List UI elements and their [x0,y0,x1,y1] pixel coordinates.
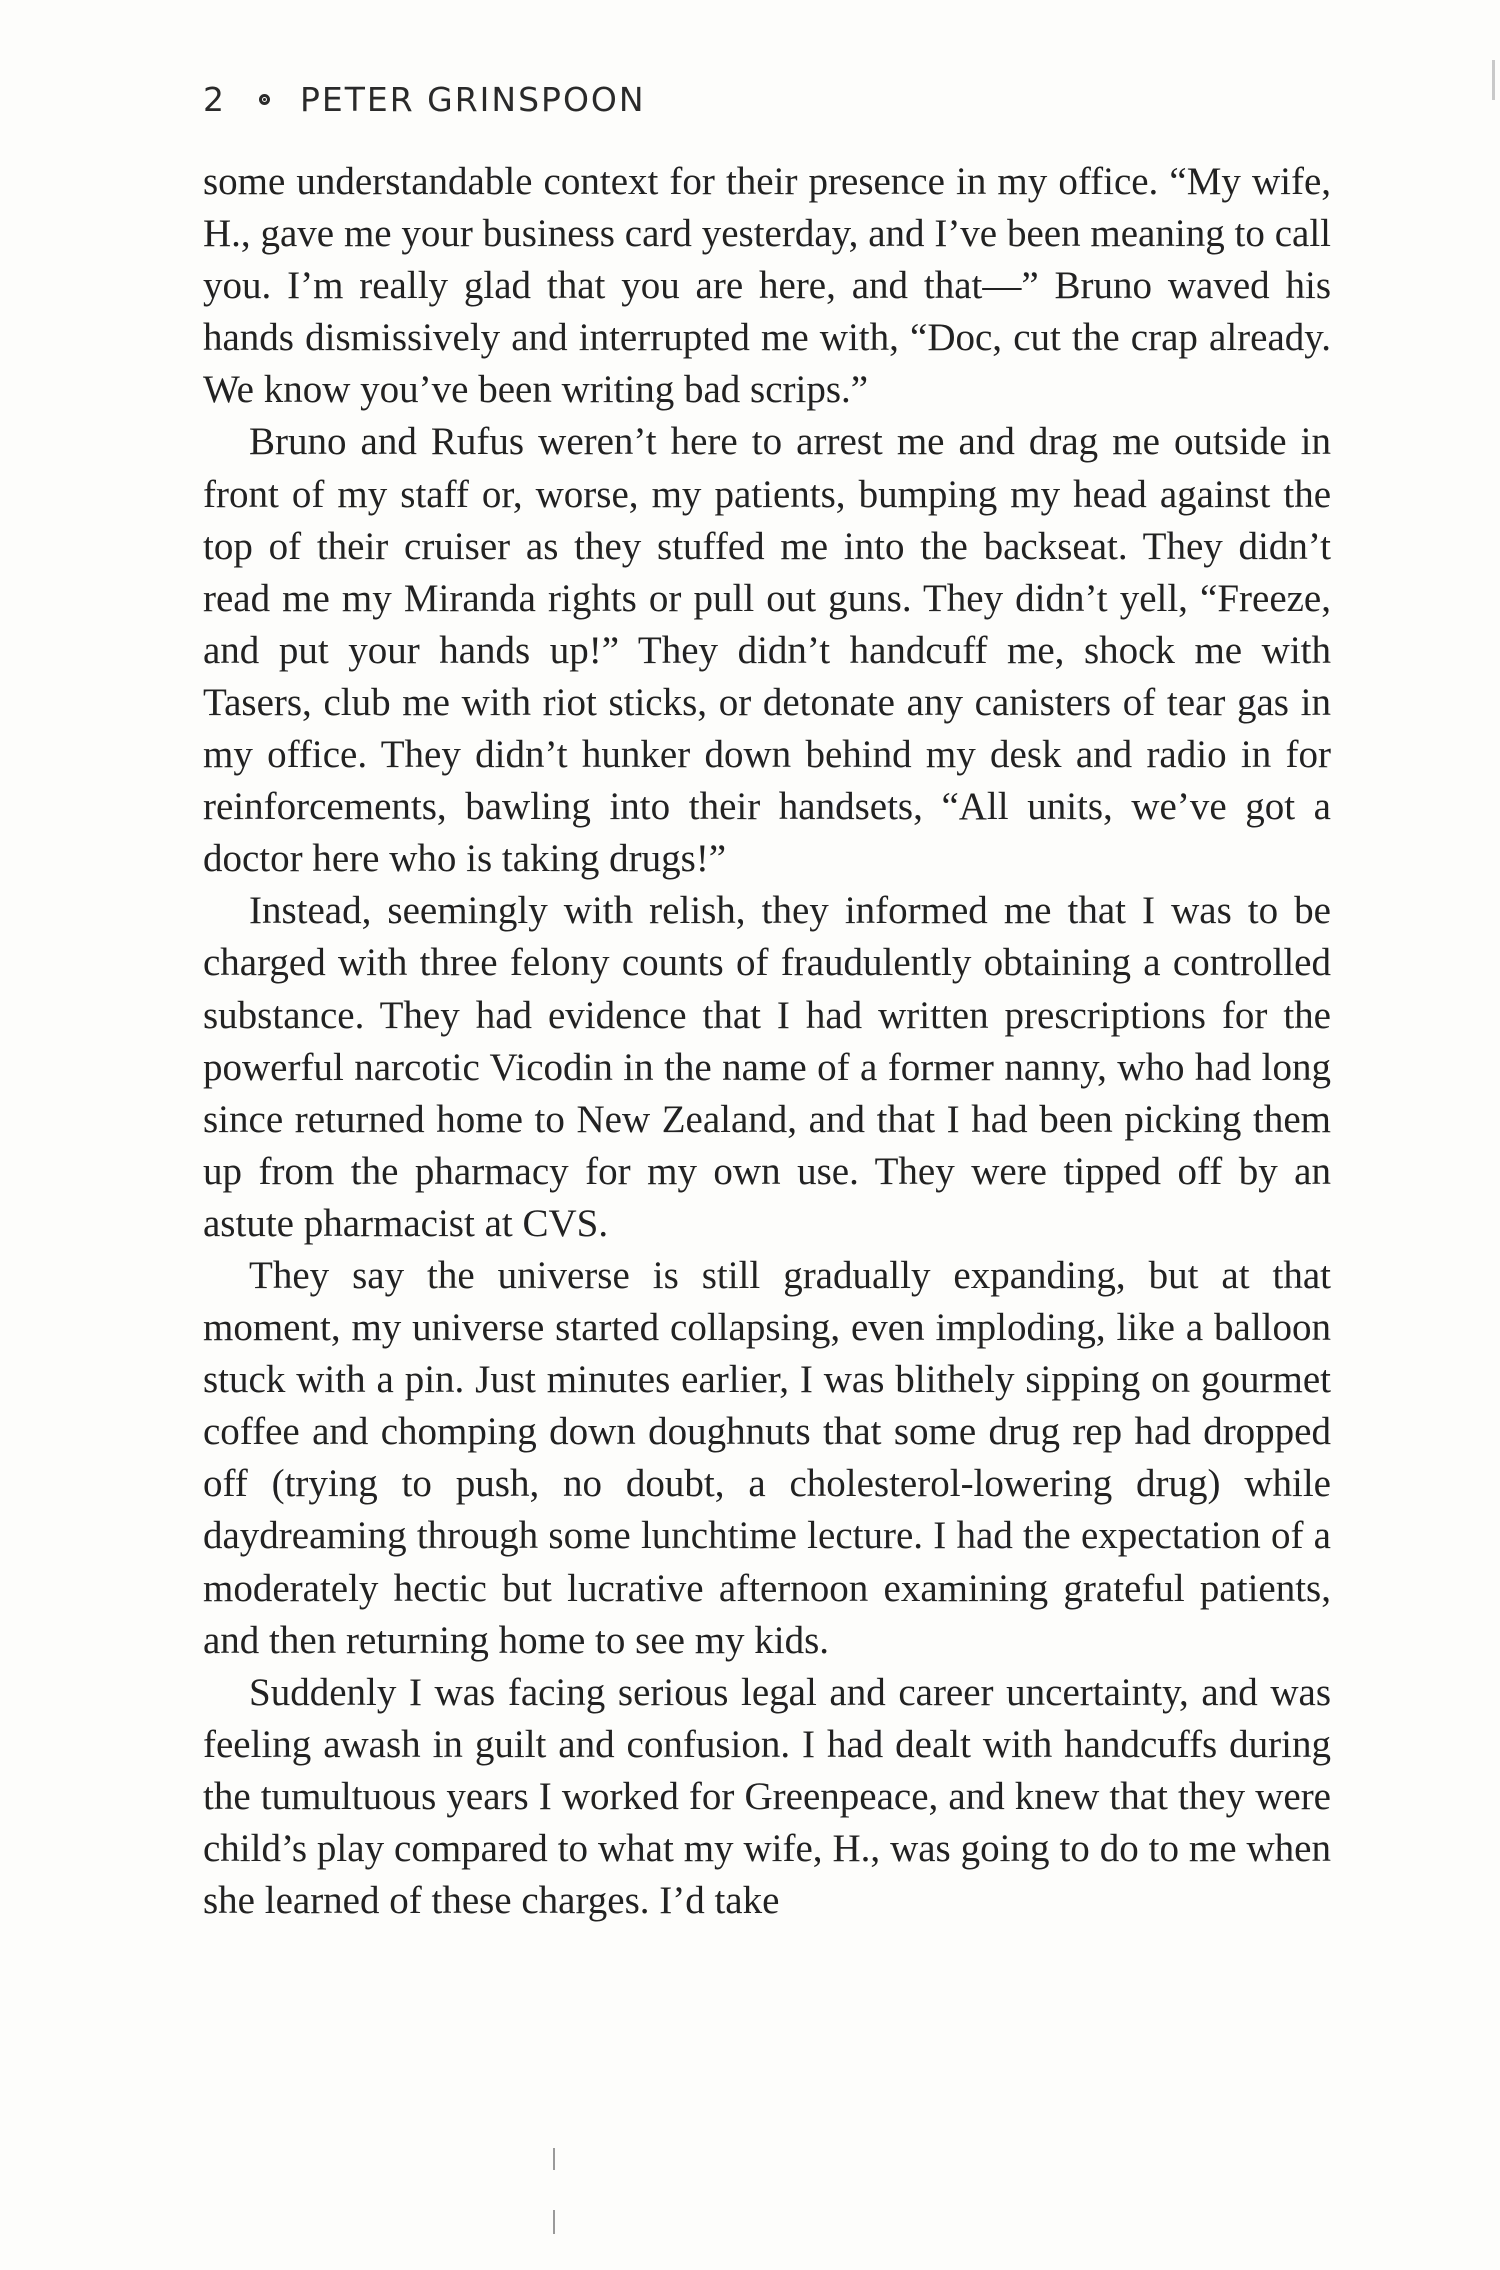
page-number: 2 [203,79,225,119]
page-header [203,74,646,124]
running-head: PETER GRINSPOON [300,79,646,119]
paragraph-4: They say the universe is still gradually expanding, but at that moment, my universe started collapsing, even imploding, like a balloon stuck with a pin. Just minutes earlier, I was blithely sipping on gourmet coffee and chomping down doughnuts that some drug rep had dropped off (trying to push, no doubt, a cholesterol-lowering drug) while daydreaming through some lunchtime lecture. I had the expectation of a moderately hectic but lucrative afternoon examining grateful patients, and then returning home to see my kids. [203,1253,1331,1662]
body-text [203,156,1331,1927]
bullet-separator-icon [259,94,270,105]
paragraph-1: some understandable context for their presence in my office. “My wife, H., gave me your business card yesterday, and I’ve been meaning to call you. I’m really glad that you are here, and that—” Bruno waved his hands dismissively and interrupted me with, “Doc, cut the crap already. We know you’ve been writing bad scrips.” [203,160,1331,412]
scan-mark [553,2148,555,2170]
paragraph-3: Instead, seemingly with relish, they informed me that I was to be charged with three felony counts of fraudulently obtaining a controlled substance. They had evidence that I had written prescriptions for the powerful narcotic Vicodin in the name of a former nanny, who had long since returned home to New Zealand, and that I had been picking them up from the pharmacy for my own use. They were tipped off by an astute pharmacist at CVS. [203,889,1331,1245]
scan-mark [553,2210,555,2234]
paragraph-2: Bruno and Rufus weren’t here to arrest me and drag me outside in front of my staff or, worse, my patients, bumping my head against the top of their cruiser as they stuffed me into the backseat. They didn’t read me my Miranda rights or pull out guns. They didn’t yell, “Freeze, and put your hands up!” They didn’t handcuff me, shock me with Tasers, club me with riot sticks, or detonate any canisters of tear gas in my office. They didn’t hunker down behind my desk and radio in for reinforcements, bawling into their handsets, “All units, we’ve got a doctor here who is taking drugs!” [203,420,1331,881]
scan-edge-mark [1492,60,1495,100]
paragraph-5: Suddenly I was facing serious legal and career uncertainty, and was feeling awash in guilt and confusion. I had dealt with handcuffs during the tumultuous years I worked for Greenpeace, and knew that they were child’s play compared to what my wife, H., was going to do to me when she learned of these charges. I’d take [203,1670,1331,1923]
